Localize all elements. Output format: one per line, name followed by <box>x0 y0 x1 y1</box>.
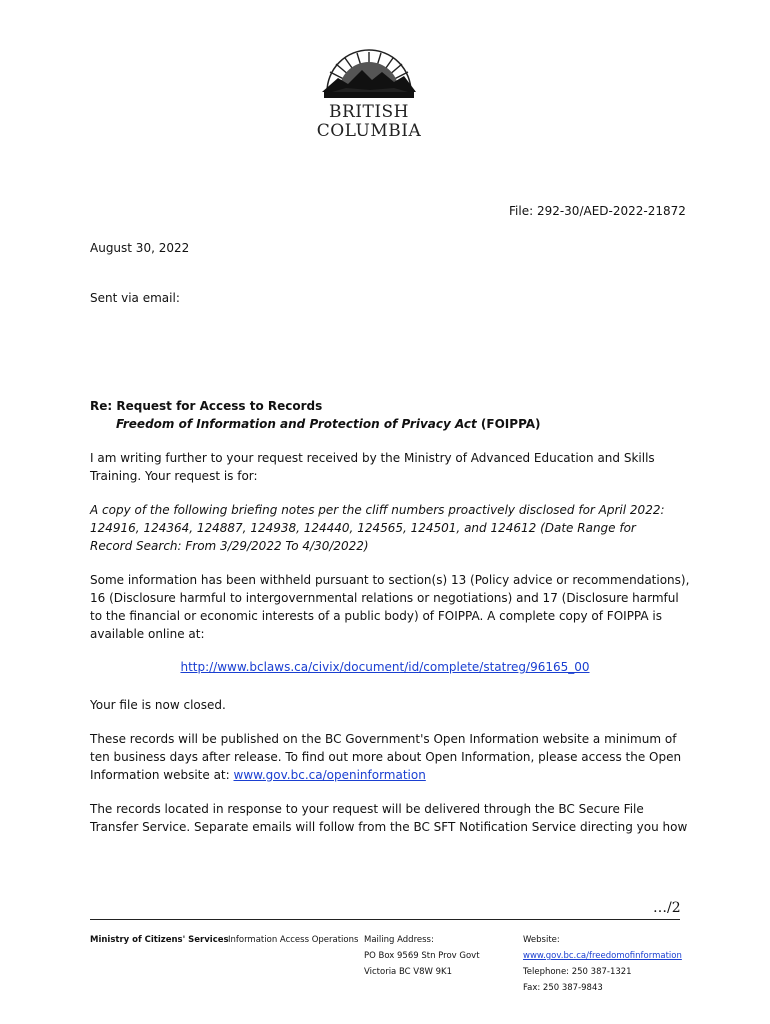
telephone: Telephone: 250 387-1321 <box>523 967 632 977</box>
fax: Fax: 250 387-9843 <box>523 983 603 993</box>
website-label: Website: <box>523 935 560 945</box>
open-information-link[interactable]: www.gov.bc.ca/openinformation <box>233 768 426 782</box>
page-indicator: …/2 <box>653 900 681 916</box>
website-link[interactable]: www.gov.bc.ca/freedomofinformation <box>523 951 682 961</box>
paragraph-withheld: Some information has been withheld pursuant to section(s) 13 (Policy advice or recommendations), 16 (Disclosure harmful to intergovernmental relations or negotiations) and 17 (Disclosure harmful to the financial or economic interests of a public body) of FOIPPA. A complete copy of FOIPPA is available online at: <box>90 573 690 641</box>
logo-text-columbia: COLUMBIA <box>316 121 422 141</box>
paragraph-open-information <box>90 730 690 784</box>
paragraph-request: A copy of the following briefing notes per the cliff numbers proactively disclosed for April 2022: 124916, 124364, 124887, 124938, 124440, 124565, 124501, and 124612 (Date Range for Record Search: From 3/29/2022 To 4/30/2022) <box>90 503 665 553</box>
act-title-italic: Freedom of Information and Protection of Privacy Act <box>116 417 477 431</box>
act-title <box>116 415 541 433</box>
footer-ministry: Ministry of Citizens' Services <box>90 935 229 945</box>
footer-divider <box>90 919 680 920</box>
re-line: Re: Request for Access to Records <box>90 399 323 413</box>
open-information-text: These records will be published on the BC Government's Open Information website a minimum of ten business days after release. To find out more about Open Information, please access the Open Information website at: <box>90 732 682 782</box>
bc-government-logo <box>310 44 428 144</box>
footer-operations: Information Access Operations <box>228 935 359 945</box>
letter-date: August 30, 2022 <box>90 241 190 255</box>
logo-text-british: BRITISH <box>328 102 410 122</box>
sent-via: Sent via email: <box>90 291 180 305</box>
sun-mountain-icon <box>310 44 428 104</box>
foippa-link-row <box>0 660 770 674</box>
paragraph-closed: Your file is now closed. <box>90 698 226 712</box>
footer-mailing-address <box>364 932 480 980</box>
mailing-line-1: PO Box 9569 Stn Prov Govt <box>364 951 480 961</box>
mailing-label: Mailing Address: <box>364 935 434 945</box>
mailing-line-2: Victoria BC V8W 9K1 <box>364 967 453 977</box>
act-title-suffix: (FOIPPA) <box>476 417 541 431</box>
paragraph-delivery: The records located in response to your request will be delivered through the BC Secure File Transfer Service. Separate emails will follow from the BC SFT Notification Service directing you how <box>90 802 688 834</box>
file-number: File: 292-30/AED-2022-21872 <box>509 204 686 218</box>
footer-website <box>523 932 682 996</box>
foippa-link[interactable]: http://www.bclaws.ca/civix/document/id/complete/statreg/96165_00 <box>180 660 590 674</box>
paragraph-intro: I am writing further to your request received by the Ministry of Advanced Education and Skills Training. Your request is for: <box>90 451 655 483</box>
